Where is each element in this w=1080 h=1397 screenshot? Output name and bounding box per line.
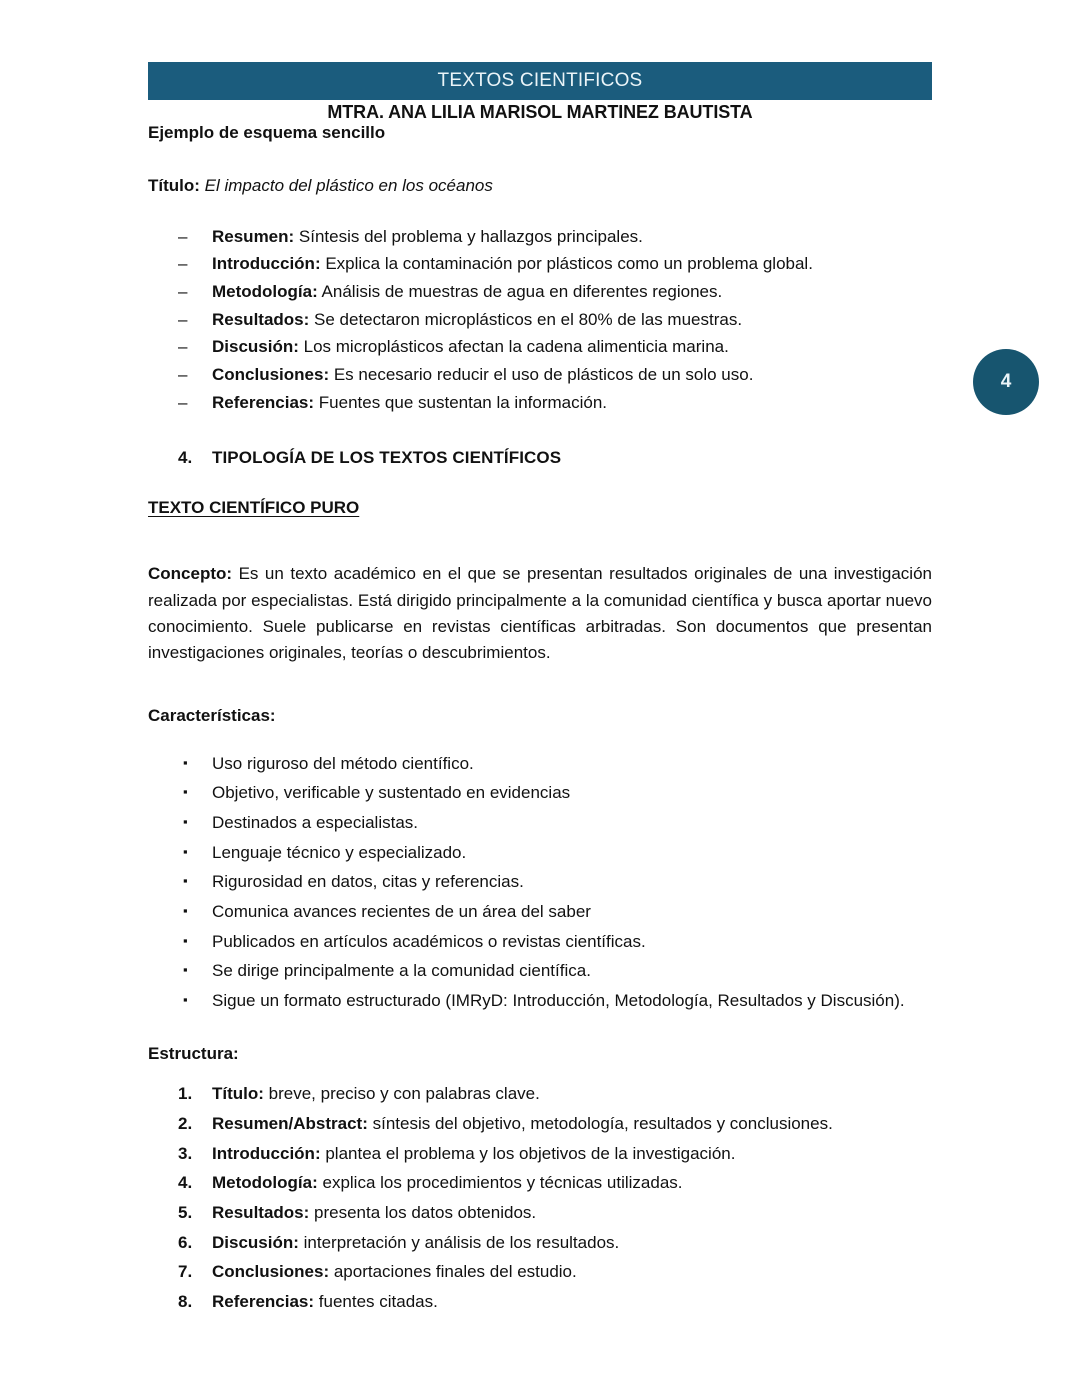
list-item-label: Discusión: (212, 1232, 299, 1252)
titulo-line (148, 173, 932, 199)
list-number: 6. (178, 1232, 193, 1252)
dash-marker: – (178, 392, 188, 412)
page-number: 4 (1000, 371, 1012, 392)
list-item-text: síntesis del objetivo, metodología, resultados y conclusiones. (367, 1114, 833, 1134)
list-item-label: Título: (212, 1084, 264, 1104)
list-number: 1. (178, 1084, 193, 1104)
list-item (148, 1171, 932, 1196)
list-item (148, 781, 932, 806)
author-name: MTRA. ANA LILIA MARISOL MARTINEZ BAUTISTA (327, 102, 753, 122)
square-bullet-icon: ▪ (183, 754, 188, 770)
square-bullet-icon: ▪ (183, 843, 188, 859)
list-item-text: presenta los datos obtenidos. (309, 1203, 537, 1223)
list-item-label: Metodología: (212, 282, 318, 302)
list-item-label: Resultados: (212, 1203, 310, 1223)
list-item-text: Destinados a especialistas. (212, 812, 419, 832)
list-item-text: Rigurosidad en datos, citas y referencias. (212, 872, 524, 892)
header-banner-title: TEXTOS CIENTIFICOS (437, 70, 643, 91)
square-bullet-icon: ▪ (183, 902, 188, 918)
section-number: 4. (178, 448, 193, 468)
square-bullet-icon: ▪ (183, 873, 188, 889)
list-item (148, 1260, 932, 1285)
list-item-text: Análisis de muestras de agua en diferentes regiones. (317, 282, 723, 302)
list-number: 3. (178, 1143, 193, 1163)
dash-marker: – (178, 226, 188, 246)
list-item-text: Explica la contaminación por plásticos como un problema global. (320, 254, 813, 274)
list-item-text: Los microplásticos afectan la cadena alimenticia marina. (298, 337, 729, 357)
titulo-label: Título: (148, 176, 200, 195)
section-title: TIPOLOGÍA DE LOS TEXTOS CIENTÍFICOS (212, 448, 562, 468)
list-item-text: Uso riguroso del método científico. (212, 753, 474, 773)
dash-marker: – (178, 282, 188, 302)
list-number: 8. (178, 1291, 193, 1311)
dash-marker: – (178, 309, 188, 329)
list-item (148, 1231, 932, 1256)
list-item-label: Conclusiones: (212, 1262, 330, 1282)
page-number-badge (973, 349, 1039, 415)
list-item-text: Es necesario reducir el uso de plásticos de un solo uso. (329, 365, 754, 385)
list-item-text: Síntesis del problema y hallazgos principales. (294, 226, 643, 246)
list-item-text: Sigue un formato estructurado (IMRyD: Introducción, Metodología, Resultados y Discusión). (212, 990, 905, 1010)
list-item-text: Fuentes que sustentan la información. (314, 392, 608, 412)
list-item-text: Publicados en artículos académicos o revistas científicas. (212, 931, 646, 951)
list-item (148, 1290, 932, 1315)
list-item-label: Referencias: (212, 1291, 315, 1311)
list-item-text: plantea el problema y los objetivos de la investigación. (320, 1143, 736, 1163)
dash-marker: – (178, 337, 188, 357)
header-banner (148, 62, 932, 100)
estructura-heading: Estructura: (148, 1044, 239, 1064)
square-bullet-icon: ▪ (183, 784, 188, 800)
subsection-heading: TEXTO CIENTÍFICO PURO (148, 498, 360, 518)
list-number: 7. (178, 1262, 193, 1282)
concepto-paragraph (148, 561, 932, 666)
list-item-text: fuentes citadas. (314, 1291, 438, 1311)
list-item-label: Discusión: (212, 337, 299, 357)
list-item (148, 900, 932, 925)
square-bullet-icon: ▪ (183, 991, 188, 1007)
list-item (148, 308, 932, 333)
list-item (148, 989, 932, 1014)
list-item-label: Referencias: (212, 392, 315, 412)
list-item (148, 1112, 932, 1137)
document-content (148, 62, 932, 1320)
list-item-label: Conclusiones: (212, 365, 330, 385)
list-item (148, 870, 932, 895)
square-bullet-icon: ▪ (183, 962, 188, 978)
list-item-text: breve, preciso y con palabras clave. (263, 1084, 540, 1104)
list-item (148, 391, 932, 416)
list-item-label: Introducción: (212, 1143, 321, 1163)
list-item-text: Se dirige principalmente a la comunidad científica. (212, 961, 591, 981)
list-item-label: Resumen: (212, 226, 295, 246)
list-item (148, 930, 932, 955)
list-item (148, 1082, 932, 1107)
dash-marker: – (178, 365, 188, 385)
list-item-label: Resumen/Abstract: (212, 1114, 368, 1134)
estructura-list (148, 1082, 932, 1314)
list-item-text: Lenguaje técnico y especializado. (212, 842, 467, 862)
list-item (148, 335, 932, 360)
list-item-text: aportaciones finales del estudio. (329, 1262, 577, 1282)
section-heading (148, 448, 932, 468)
list-number: 5. (178, 1203, 193, 1223)
list-item (148, 811, 932, 836)
list-item-text: interpretación y análisis de los resultados. (298, 1232, 620, 1252)
concepto-label: Concepto: (148, 564, 233, 584)
concepto-text: Es un texto académico en el que se presentan resultados originales de una investigación realizada por especialistas. Está dirigido principalmente a la comunidad científica y busca aportar nuevo conocimiento. Suele publicarse en revistas científicas arbitradas. Son documentos que presentan investigaciones originales, teorías o descubrimientos. (148, 564, 932, 663)
dash-marker: – (178, 254, 188, 274)
list-item-text: Comunica avances recientes de un área del saber (212, 901, 591, 921)
list-item-label: Introducción: (212, 254, 321, 274)
list-item (148, 252, 932, 277)
list-item (148, 1142, 932, 1167)
titulo-value: El impacto del plástico en los océanos (204, 176, 493, 195)
list-item-text: Se detectaron microplásticos en el 80% de las muestras. (309, 309, 743, 329)
list-number: 4. (178, 1173, 193, 1193)
list-item (148, 841, 932, 866)
caracteristicas-heading: Características: (148, 705, 276, 725)
square-bullet-icon: ▪ (183, 932, 188, 948)
list-item (148, 1201, 932, 1226)
list-item (148, 363, 932, 388)
esquema-list (148, 225, 932, 415)
caracteristicas-list (148, 752, 932, 1014)
list-item (148, 280, 932, 305)
list-item (148, 959, 932, 984)
list-item-label: Resultados: (212, 309, 310, 329)
list-item-label: Metodología: (212, 1173, 318, 1193)
list-item-text: explica los procedimientos y técnicas utilizadas. (317, 1173, 683, 1193)
square-bullet-icon: ▪ (183, 813, 188, 829)
list-number: 2. (178, 1114, 193, 1134)
lead-heading: Ejemplo de esquema sencillo (148, 123, 386, 142)
list-item (148, 225, 932, 250)
list-item-text: Objetivo, verificable y sustentado en evidencias (212, 783, 571, 803)
list-item (148, 752, 932, 777)
